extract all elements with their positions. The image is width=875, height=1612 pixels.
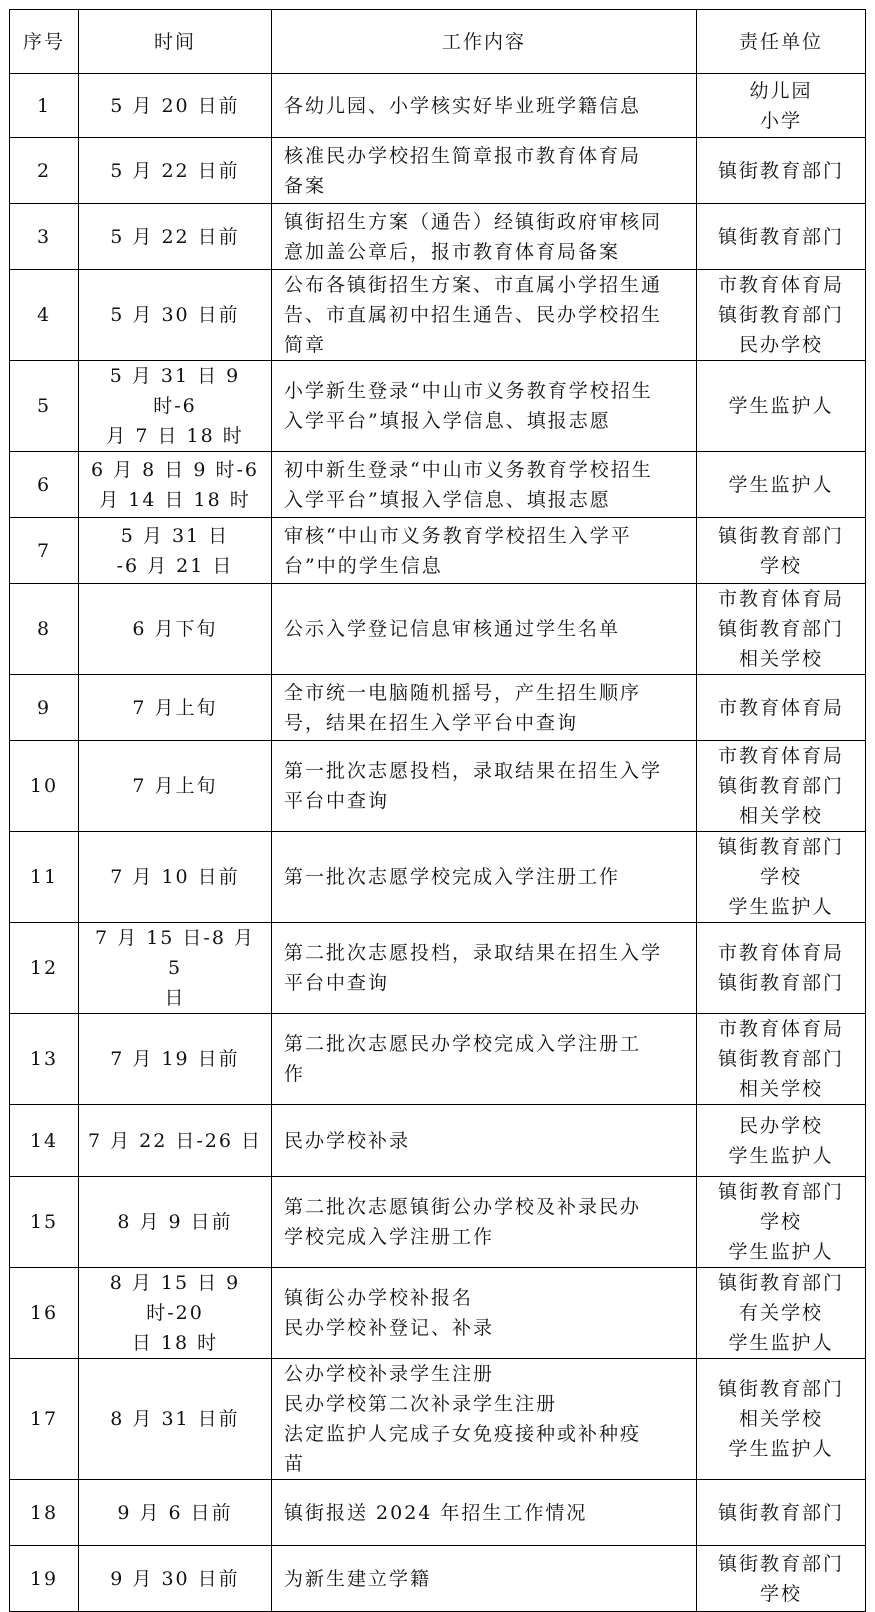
row-time: 5 月 31 日 9 时-6 月 7 日 18 时 [79,361,272,452]
row-content: 第一批次志愿学校完成入学注册工作 [272,832,697,923]
row-time: 8 月 15 日 9 时-20 日 18 时 [79,1268,272,1359]
header-row [10,10,866,74]
schedule-table [9,9,866,1612]
header-no: 序号 [10,10,79,74]
row-number: 17 [10,1359,79,1480]
row-content: 第二批次志愿镇街公办学校及补录民办 学校完成入学注册工作 [272,1177,697,1268]
table-row [10,518,866,584]
row-time: 9 月 30 日前 [79,1546,272,1612]
row-responsible-unit: 市教育体育局 镇街教育部门 相关学校 [697,584,866,675]
table-row [10,1359,866,1480]
row-number: 16 [10,1268,79,1359]
table-row [10,1480,866,1546]
row-time: 6 月 8 日 9 时-6 月 14 日 18 时 [79,452,272,518]
table-row [10,675,866,741]
table-row [10,1105,866,1177]
table-row [10,1268,866,1359]
row-responsible-unit: 镇街教育部门 相关学校 学生监护人 [697,1359,866,1480]
row-content: 第二批次志愿民办学校完成入学注册工 作 [272,1014,697,1105]
row-number: 18 [10,1480,79,1546]
row-content: 全市统一电脑随机摇号，产生招生顺序 号，结果在招生入学平台中查询 [272,675,697,741]
row-content: 镇街报送 2024 年招生工作情况 [272,1480,697,1546]
table-row [10,452,866,518]
row-content: 公办学校补录学生注册 民办学校第二次补录学生注册 法定监护人完成子女免疫接种或补种疫 苗 [272,1359,697,1480]
row-responsible-unit: 镇街教育部门 学校 [697,1546,866,1612]
row-content: 核准民办学校招生简章报市教育体育局 备案 [272,138,697,204]
row-time: 7 月上旬 [79,741,272,832]
row-responsible-unit: 镇街教育部门 [697,204,866,270]
row-content: 镇街公办学校补报名 民办学校补登记、补录 [272,1268,697,1359]
row-number: 7 [10,518,79,584]
row-content: 公布各镇街招生方案、市直属小学招生通 告、市直属初中招生通告、民办学校招生 简章 [272,270,697,361]
row-number: 12 [10,923,79,1014]
row-number: 4 [10,270,79,361]
row-responsible-unit: 镇街教育部门 学校 学生监护人 [697,1177,866,1268]
row-content: 第二批次志愿投档，录取结果在招生入学 平台中查询 [272,923,697,1014]
row-number: 8 [10,584,79,675]
table-row [10,584,866,675]
row-responsible-unit: 学生监护人 [697,452,866,518]
row-time: 5 月 22 日前 [79,138,272,204]
row-number: 13 [10,1014,79,1105]
table-row [10,204,866,270]
table-row [10,138,866,204]
row-responsible-unit: 市教育体育局 镇街教育部门 民办学校 [697,270,866,361]
table-row [10,1014,866,1105]
row-content: 审核“中山市义务教育学校招生入学平 台”中的学生信息 [272,518,697,584]
header-unit: 责任单位 [697,10,866,74]
row-number: 11 [10,832,79,923]
table-row [10,741,866,832]
row-number: 19 [10,1546,79,1612]
row-time: 5 月 22 日前 [79,204,272,270]
row-number: 2 [10,138,79,204]
table-row [10,270,866,361]
header-time: 时间 [79,10,272,74]
row-responsible-unit: 镇街教育部门 [697,1480,866,1546]
row-number: 9 [10,675,79,741]
row-number: 3 [10,204,79,270]
table-row [10,923,866,1014]
row-number: 10 [10,741,79,832]
row-number: 1 [10,74,79,138]
row-content: 初中新生登录“中山市义务教育学校招生 入学平台”填报入学信息、填报志愿 [272,452,697,518]
row-content: 各幼儿园、小学核实好毕业班学籍信息 [272,74,697,138]
row-content: 民办学校补录 [272,1105,697,1177]
row-time: 8 月 9 日前 [79,1177,272,1268]
header-content: 工作内容 [272,10,697,74]
table-row [10,1546,866,1612]
row-responsible-unit: 市教育体育局 镇街教育部门 相关学校 [697,1014,866,1105]
row-time: 5 月 20 日前 [79,74,272,138]
row-number: 6 [10,452,79,518]
row-time: 8 月 31 日前 [79,1359,272,1480]
table-row [10,832,866,923]
table-row [10,1177,866,1268]
row-responsible-unit: 镇街教育部门 [697,138,866,204]
row-responsible-unit: 市教育体育局 [697,675,866,741]
row-number: 5 [10,361,79,452]
row-content: 小学新生登录“中山市义务教育学校招生 入学平台”填报入学信息、填报志愿 [272,361,697,452]
row-content: 公示入学登记信息审核通过学生名单 [272,584,697,675]
table-row [10,361,866,452]
row-responsible-unit: 市教育体育局 镇街教育部门 [697,923,866,1014]
row-responsible-unit: 镇街教育部门 学校 [697,518,866,584]
row-number: 14 [10,1105,79,1177]
row-content: 第一批次志愿投档，录取结果在招生入学 平台中查询 [272,741,697,832]
row-time: 9 月 6 日前 [79,1480,272,1546]
row-time: 7 月 22 日-26 日 [79,1105,272,1177]
table-row [10,74,866,138]
table-body [10,74,866,1612]
row-time: 7 月上旬 [79,675,272,741]
row-number: 15 [10,1177,79,1268]
row-content: 镇街招生方案（通告）经镇街政府审核同 意加盖公章后，报市教育体育局备案 [272,204,697,270]
row-responsible-unit: 民办学校 学生监护人 [697,1105,866,1177]
row-responsible-unit: 幼儿园 小学 [697,74,866,138]
row-time: 7 月 19 日前 [79,1014,272,1105]
row-responsible-unit: 学生监护人 [697,361,866,452]
row-time: 5 月 31 日 -6 月 21 日 [79,518,272,584]
row-time: 5 月 30 日前 [79,270,272,361]
row-responsible-unit: 市教育体育局 镇街教育部门 相关学校 [697,741,866,832]
row-time: 7 月 15 日-8 月 5 日 [79,923,272,1014]
row-responsible-unit: 镇街教育部门 学校 学生监护人 [697,832,866,923]
row-content: 为新生建立学籍 [272,1546,697,1612]
row-time: 7 月 10 日前 [79,832,272,923]
row-time: 6 月下旬 [79,584,272,675]
row-responsible-unit: 镇街教育部门 有关学校 学生监护人 [697,1268,866,1359]
